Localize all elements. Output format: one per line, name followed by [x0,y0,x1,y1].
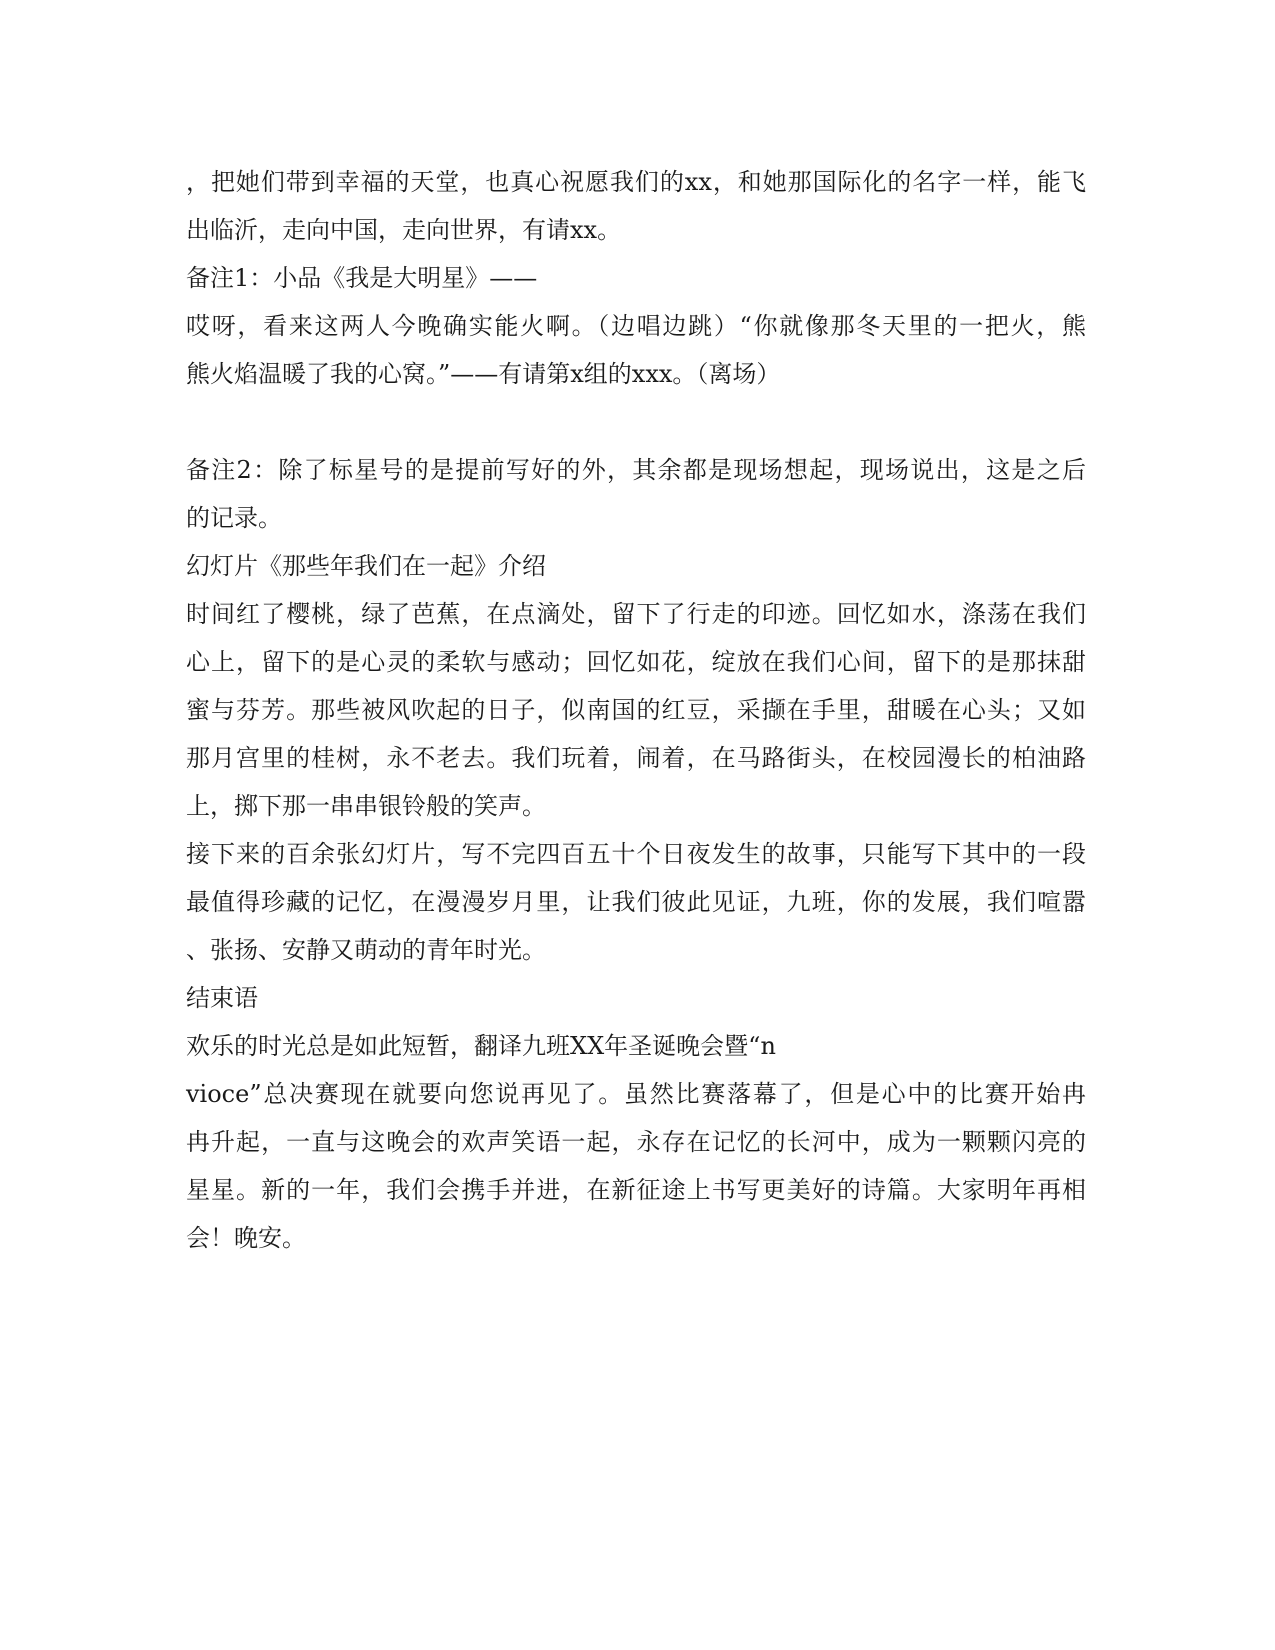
text-line: 时间红了樱桃，绿了芭蕉，在点滴处，留下了行走的印迹。回忆如水，涤荡在我们 [186,600,1086,628]
text-line: 备注1：小品《我是大明星》—— [186,264,538,292]
text-line: ，把她们带到幸福的天堂，也真心祝愿我们的xx，和她那国际化的名字一样，能飞 [186,168,1086,196]
section-heading: 结束语 [186,984,258,1012]
document-body [186,158,1086,1262]
text-line: 欢乐的时光总是如此短暂，翻译九班XX年圣诞晚会暨“n [186,1032,776,1060]
text-line: 哎呀，看来这两人今晚确实能火啊。（边唱边跳）“你就像那冬天里的一把火，熊 [186,312,1086,340]
text-line: 星星。新的一年，我们会携手并进，在新征途上书写更美好的诗篇。大家明年再相 [186,1176,1086,1204]
text-line: 心上，留下的是心灵的柔软与感动；回忆如花，绽放在我们心间，留下的是那抹甜 [186,648,1086,676]
text-line: 备注2：除了标星号的是提前写好的外，其余都是现场想起，现场说出，这是之后 [186,456,1086,484]
text-line: 的记录。 [186,504,282,532]
text-line: 上，掷下那一串串银铃般的笑声。 [186,792,546,820]
text-line: 熊火焰温暖了我的心窝。”——有请第x组的xxx。（离场） [186,360,781,388]
text-line: 会！晚安。 [186,1224,306,1252]
section-heading: 幻灯片《那些年我们在一起》介绍 [186,552,546,580]
text-line: 接下来的百余张幻灯片，写不完四百五十个日夜发生的故事，只能写下其中的一段 [186,840,1086,868]
blank-line [186,398,1086,446]
text-line: 蜜与芬芳。那些被风吹起的日子，似南国的红豆，采撷在手里，甜暖在心头；又如 [186,696,1086,724]
text-line: 那月宫里的桂树，永不老去。我们玩着，闹着，在马路街头，在校园漫长的柏油路 [186,744,1086,772]
text-line: 出临沂，走向中国，走向世界，有请xx。 [186,216,622,244]
text-line: 最值得珍藏的记忆，在漫漫岁月里，让我们彼此见证，九班，你的发展，我们喧嚣 [186,888,1086,916]
text-line: 冉升起，一直与这晚会的欢声笑语一起，永存在记忆的长河中，成为一颗颗闪亮的 [186,1128,1086,1156]
text-line: vioce”总决赛现在就要向您说再见了。虽然比赛落幕了，但是心中的比赛开始冉 [186,1080,1086,1108]
text-line: 、张扬、安静又萌动的青年时光。 [186,936,546,964]
